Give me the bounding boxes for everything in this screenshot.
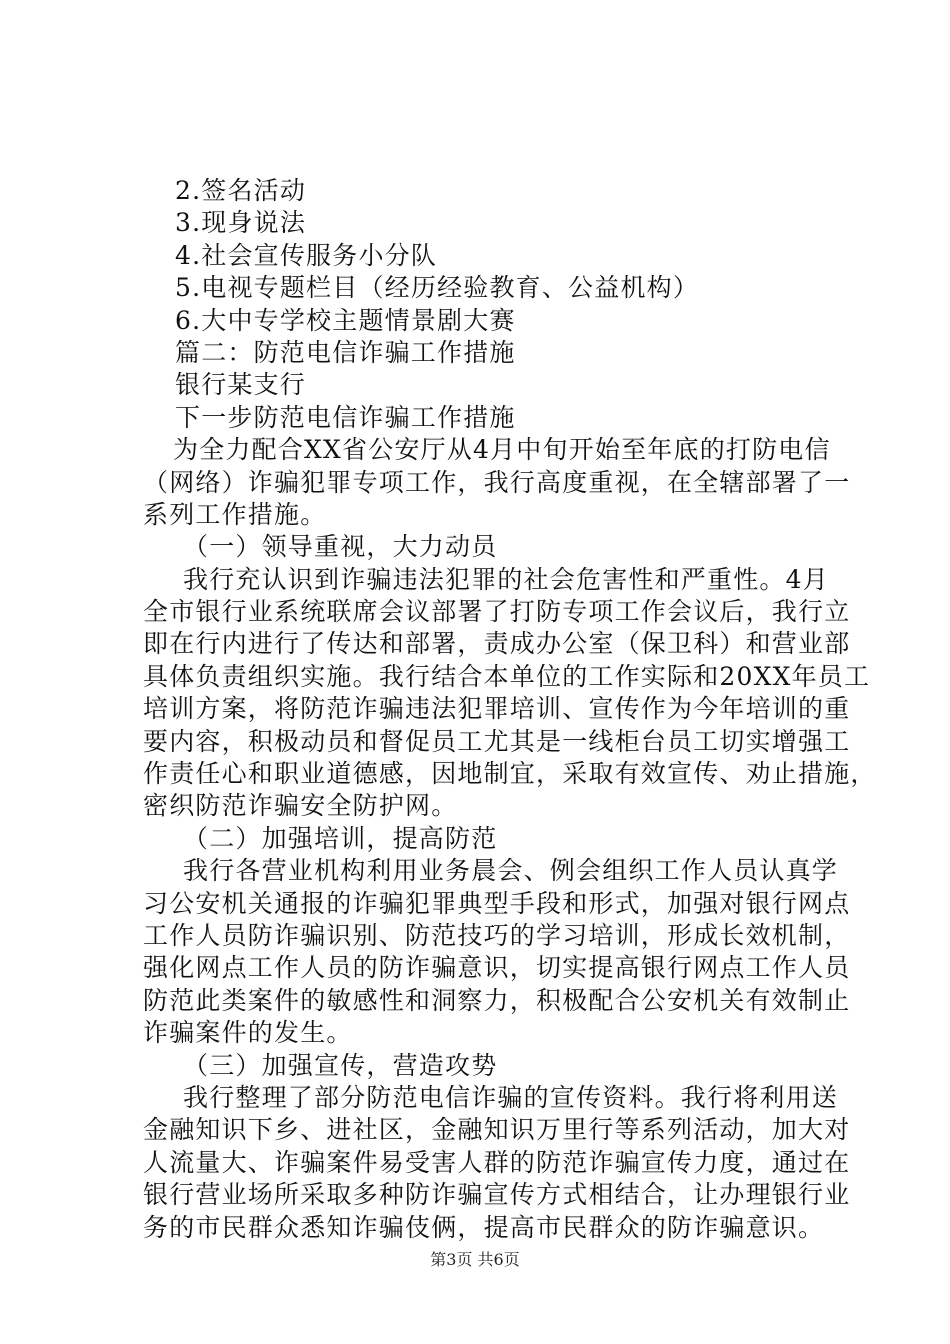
- paragraph-line: 人流量大、诈骗案件易受害人群的防范诈骗宣传力度，通过在: [143, 1147, 851, 1177]
- paragraph-line: 培训方案，将防范诈骗违法犯罪培训、宣传作为今年培训的重: [143, 694, 851, 724]
- list-item: 5.电视专题栏目（经历经验教育、公益机构）: [175, 273, 700, 303]
- paragraph-line: 金融知识下乡、进社区，金融知识万里行等系列活动，加大对: [143, 1115, 851, 1145]
- list-item: 4.社会宣传服务小分队: [175, 240, 438, 270]
- page-content: [143, 175, 877, 1244]
- intro-paragraph: [143, 434, 851, 531]
- paragraph-line: 务的市民群众悉知诈骗伎俩，提高市民群众的防诈骗意识。: [143, 1212, 825, 1242]
- section-body: [143, 1082, 851, 1244]
- section-heading: （一）领导重视，大力动员: [183, 532, 498, 562]
- section-title: 篇二：防范电信诈骗工作措施: [175, 337, 516, 367]
- paragraph-line: 作责任心和职业道德感，因地制宜，采取有效宣传、劝止措施，: [143, 759, 877, 789]
- paragraph-line: 诈骗案件的发生。: [143, 1018, 353, 1048]
- paragraph-line: 我行充认识到诈骗违法犯罪的社会危害性和严重性。4月: [183, 564, 829, 594]
- paragraph-line: 要内容，积极动员和督促员工尤其是一线柜台员工切实增强工: [143, 726, 851, 756]
- paragraph-line: 全市银行业系统联席会议部署了打防专项工作会议后，我行立: [143, 597, 851, 627]
- paragraph-line: 即在行内进行了传达和部署，责成办公室（保卫科）和营业部: [143, 629, 851, 659]
- doc-title: 下一步防范电信诈骗工作措施: [175, 402, 516, 432]
- paragraph-line: 银行营业场所采取多种防诈骗宣传方式相结合，让办理银行业: [143, 1180, 851, 1210]
- section-body: [143, 855, 851, 1049]
- paragraph-line: 工作人员防诈骗识别、防范技巧的学习培训，形成长效机制，: [143, 920, 851, 950]
- list-item: 2.签名活动: [175, 176, 307, 205]
- paragraph-line: 我行各营业机构利用业务晨会、例会组织工作人员认真学: [183, 856, 839, 886]
- section-heading: （三）加强宣传，营造攻势: [183, 1050, 498, 1080]
- section-3: [143, 1050, 851, 1244]
- section-heading: （二）加强培训，提高防范: [183, 823, 498, 853]
- page-footer: 第3页 共6页: [430, 1250, 520, 1269]
- section-body: [143, 564, 877, 823]
- paragraph-line: 防范此类案件的敏感性和洞察力，积极配合公安机关有效制止: [143, 985, 851, 1015]
- list-item: 3.现身说法: [175, 208, 307, 238]
- paragraph-line: （网络）诈骗犯罪专项工作，我行高度重视，在全辖部署了一: [143, 467, 851, 497]
- paragraph-line: 为全力配合XX省公安厅从4月中旬开始至年底的打防电信: [173, 435, 831, 465]
- section-1: [143, 531, 877, 823]
- paragraph-line: 系列工作措施。: [143, 499, 327, 529]
- paragraph-line: 我行整理了部分防范电信诈骗的宣传资料。我行将利用送: [183, 1082, 839, 1112]
- activity-list: [173, 175, 833, 337]
- paragraph-line: 具体负责组织实施。我行结合本单位的工作实际和20XX年员工: [143, 661, 871, 691]
- list-item: 6.大中专学校主题情景剧大赛: [175, 305, 516, 335]
- paragraph-line: 习公安机关通报的诈骗犯罪典型手段和形式，加强对银行网点: [143, 888, 851, 918]
- paragraph-line: 密织防范诈骗安全防护网。: [143, 791, 458, 821]
- org-name: 银行某支行: [175, 370, 307, 400]
- paragraph-line: 强化网点工作人员的防诈骗意识，切实提高银行网点工作人员: [143, 953, 851, 983]
- section-2: [143, 823, 851, 1050]
